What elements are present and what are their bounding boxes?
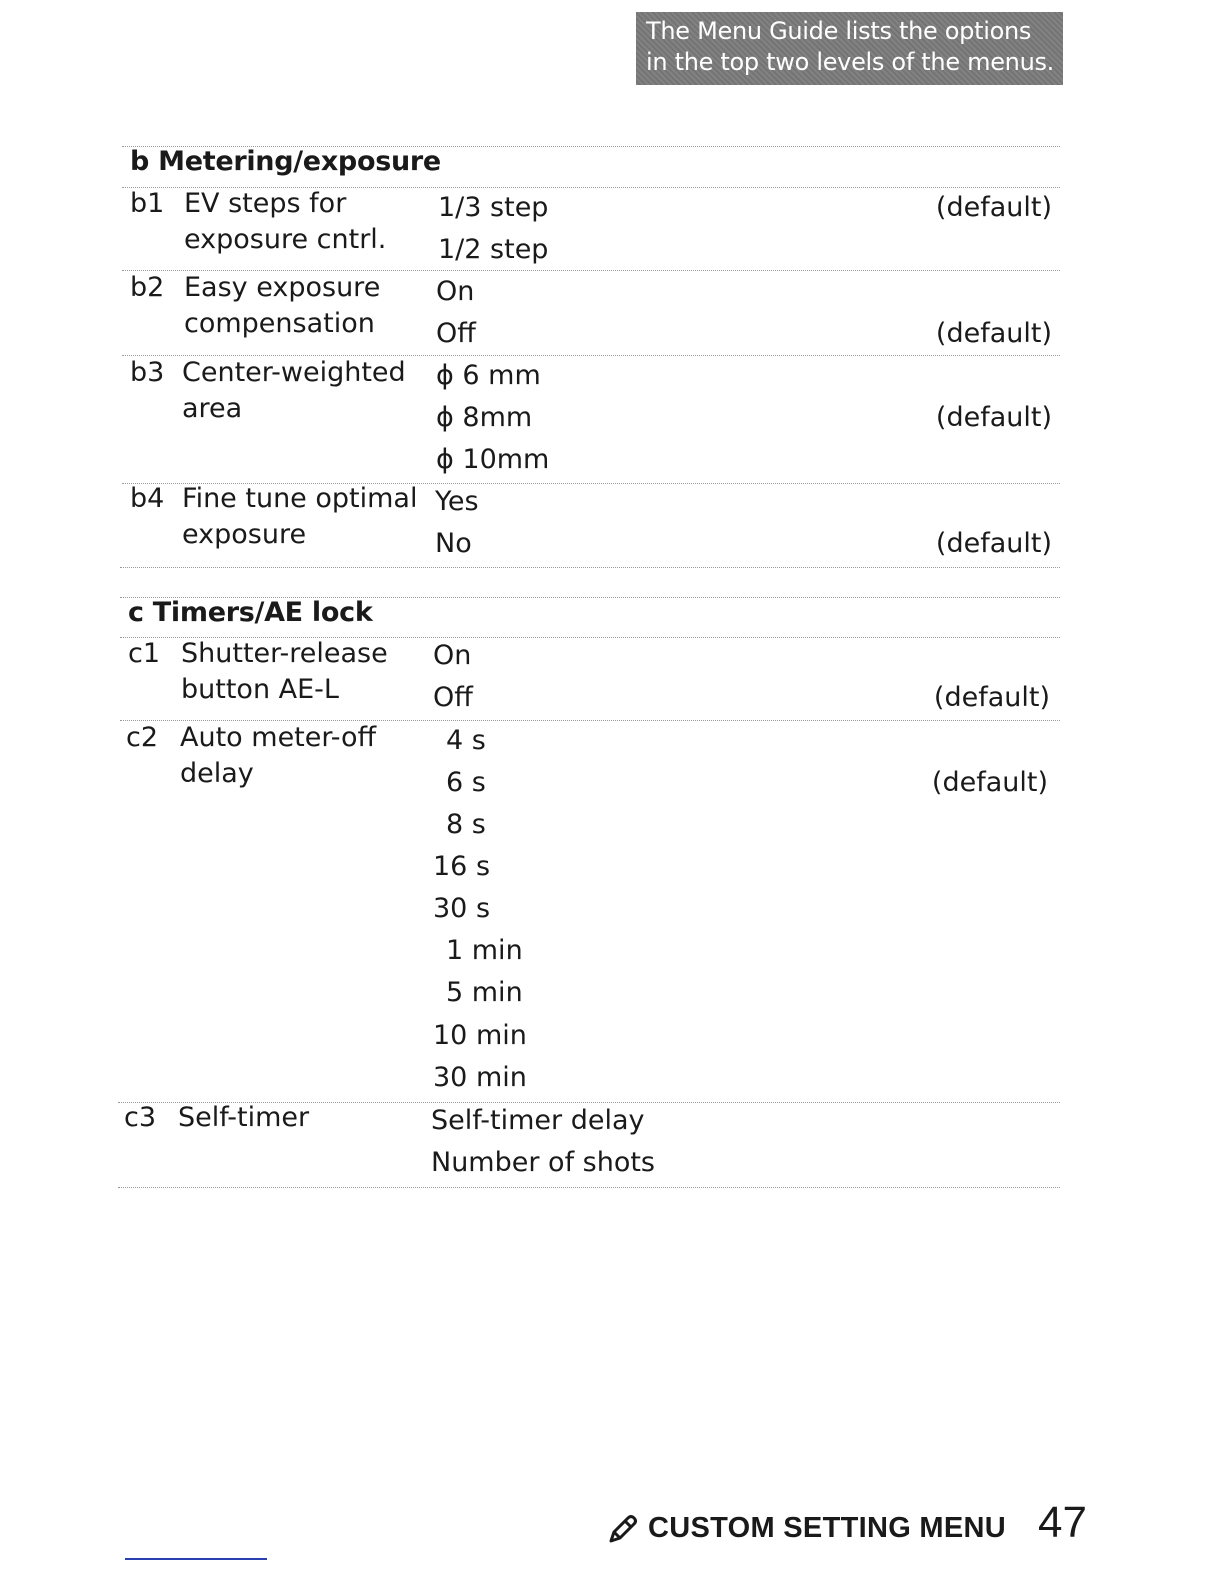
- option-b3-2: ϕ 8mm: [436, 402, 533, 433]
- default-label: (default): [931, 767, 1048, 798]
- option-c3-1: Self-timer delay: [431, 1105, 645, 1136]
- banner-line-2: in the top two levels of the menus.: [646, 48, 1055, 76]
- option-c2-7: 5 min: [446, 977, 523, 1008]
- default-label: (default): [935, 402, 1052, 433]
- option-c2-2: 6 s: [446, 767, 486, 798]
- pencil-icon: [606, 1512, 640, 1546]
- option-b2-1: On: [436, 276, 475, 307]
- option-b1-2: 1/2 step: [438, 234, 549, 265]
- banner-line-1: The Menu Guide lists the options: [646, 17, 1032, 45]
- item-name-b4: Fine tune optimal exposure: [182, 483, 418, 550]
- option-c2-9: 30 min: [433, 1062, 527, 1093]
- item-name-b2: Easy exposure compensation: [184, 272, 381, 339]
- option-b3-3: ϕ 10mm: [436, 444, 550, 475]
- section-title-c: c Timers/AE lock: [128, 597, 373, 628]
- divider-line: [125, 1558, 267, 1560]
- option-c2-8: 10 min: [433, 1020, 527, 1051]
- menu-label: CUSTOM SETTING MENU: [648, 1512, 1007, 1544]
- default-label: (default): [935, 528, 1052, 559]
- item-name-c1: Shutter-release button AE-L: [181, 638, 388, 705]
- rule: [118, 1187, 1060, 1188]
- item-name-b3: Center-weighted area: [182, 357, 406, 424]
- option-c2-3: 8 s: [446, 809, 486, 840]
- rule: [120, 567, 1060, 568]
- option-c2-6: 1 min: [446, 935, 523, 966]
- item-code-b2: b2: [130, 272, 165, 303]
- option-c1-2: Off: [433, 682, 473, 713]
- option-b4-1: Yes: [435, 486, 479, 517]
- option-b4-2: No: [435, 528, 472, 559]
- item-code-b4: b4: [130, 483, 165, 514]
- option-c2-4: 16 s: [433, 851, 491, 882]
- item-code-c1: c1: [128, 638, 161, 669]
- menu-guide-banner: [636, 12, 1063, 85]
- option-b3-1: ϕ 6 mm: [436, 360, 541, 391]
- item-name-b1: EV steps for exposure cntrl.: [184, 188, 387, 255]
- default-label: (default): [935, 192, 1052, 223]
- item-name-c3: Self-timer: [178, 1102, 310, 1133]
- item-name-c2: Auto meter-off delay: [180, 722, 377, 789]
- option-c1-1: On: [433, 640, 472, 671]
- option-c2-1: 4 s: [446, 725, 486, 756]
- item-code-b3: b3: [130, 357, 165, 388]
- item-code-c3: c3: [124, 1102, 157, 1133]
- option-b1-1: 1/3 step: [438, 192, 549, 223]
- option-c3-2: Number of shots: [431, 1147, 656, 1178]
- default-label: (default): [935, 318, 1052, 349]
- default-label: (default): [933, 682, 1050, 713]
- item-code-b1: b1: [130, 188, 165, 219]
- option-c2-5: 30 s: [433, 893, 491, 924]
- section-title-b: b Metering/exposure: [130, 146, 441, 177]
- option-b2-2: Off: [436, 318, 476, 349]
- item-code-c2: c2: [126, 722, 159, 753]
- page-number: 47: [1038, 1498, 1087, 1547]
